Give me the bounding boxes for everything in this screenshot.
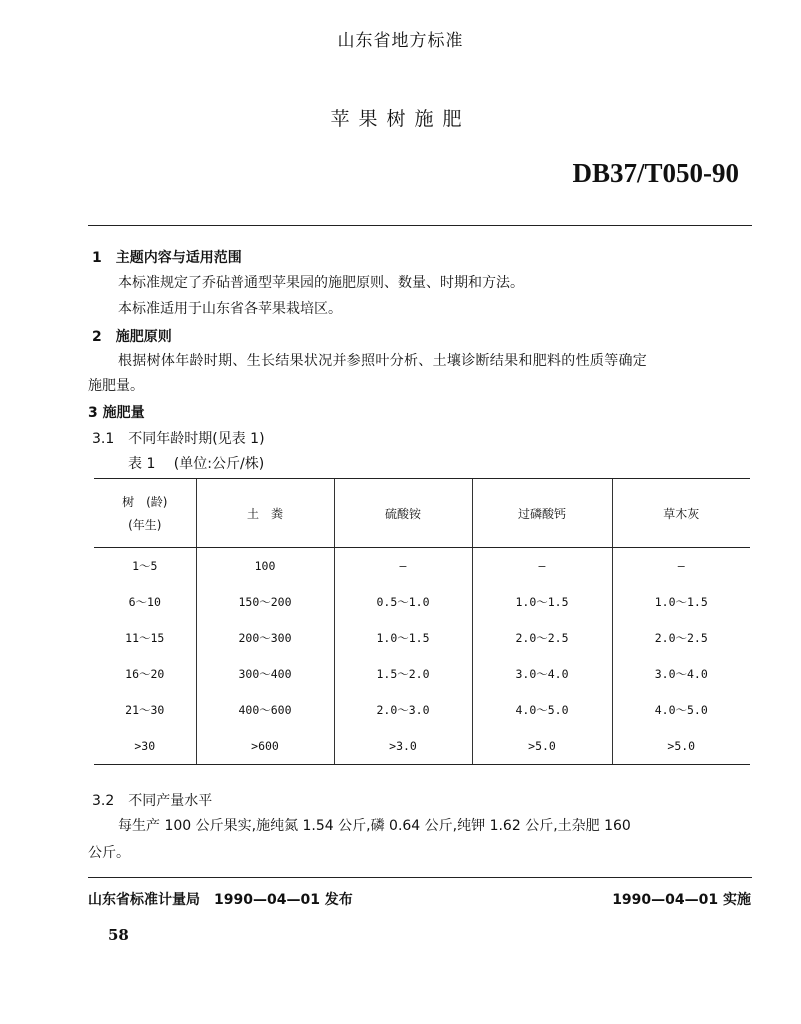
- header-tree-age-line-1: 树 (龄): [122, 495, 168, 509]
- header-tree-age: [94, 479, 196, 548]
- section-2-paragraph-line-2: 施肥量。: [88, 378, 144, 394]
- header-tree-age-line-2: (年生): [128, 518, 162, 532]
- section-3-2-paragraph-line-1: 每生产 100 公斤果实,施纯氮 1.54 公斤,磷 0.64 公斤,纯钾 1.62 公斤,土杂肥 160: [118, 818, 631, 834]
- standard-code: DB37/T050-90: [572, 158, 739, 188]
- cell-plant-ash: 1.0～1.5: [612, 584, 750, 620]
- cell-manure: 100: [196, 548, 334, 585]
- section-2-paragraph-line-1: 根据树体年龄时期、生长结果状况并参照叶分析、土壤诊断结果和肥料的性质等确定: [118, 353, 648, 369]
- cell-superphosphate: >5.0: [472, 728, 612, 765]
- header-plant-ash: 草木灰: [612, 479, 750, 548]
- table-row: [94, 692, 750, 728]
- cell-plant-ash: —: [612, 548, 750, 585]
- section-2-heading: 2 施肥原则: [92, 329, 172, 345]
- cell-manure: 200～300: [196, 620, 334, 656]
- section-1-paragraph-2: 本标准适用于山东省各苹果栽培区。: [118, 301, 342, 317]
- section-1-heading: 1 主题内容与适用范围: [92, 250, 242, 266]
- cell-manure: >600: [196, 728, 334, 765]
- table-header-row: [94, 479, 750, 548]
- cell-manure: 300～400: [196, 656, 334, 692]
- cell-manure: 400～600: [196, 692, 334, 728]
- table-caption: 表 1 (单位:公斤/株): [128, 456, 265, 472]
- section-3-heading: 3 施肥量: [88, 405, 145, 421]
- cell-ammonium-sulfate: 1.5～2.0: [334, 656, 472, 692]
- cell-plant-ash: 3.0～4.0: [612, 656, 750, 692]
- cell-superphosphate: 2.0～2.5: [472, 620, 612, 656]
- cell-age: 6～10: [128, 595, 161, 609]
- cell-age: 21～30: [125, 703, 165, 717]
- cell-age: >30: [94, 728, 196, 765]
- section-3-2-paragraph-line-2: 公斤。: [88, 845, 130, 861]
- cell-plant-ash: 2.0～2.5: [612, 620, 750, 656]
- section-1-paragraph-1: 本标准规定了乔砧普通型苹果园的施肥原则、数量、时期和方法。: [118, 275, 524, 291]
- header-manure: 土 粪: [196, 479, 334, 548]
- cell-ammonium-sulfate: 0.5～1.0: [334, 584, 472, 620]
- cell-plant-ash: 4.0～5.0: [612, 692, 750, 728]
- cell-superphosphate: —: [472, 548, 612, 585]
- cell-age: 11～15: [125, 631, 165, 645]
- header-ammonium-sulfate: 硫酸铵: [334, 479, 472, 548]
- bottom-rule: [88, 877, 752, 878]
- fertilizer-table: [94, 478, 750, 765]
- cell-superphosphate: 1.0～1.5: [472, 584, 612, 620]
- cell-age: 1～5: [132, 559, 158, 573]
- cell-ammonium-sulfate: 2.0～3.0: [334, 692, 472, 728]
- cell-manure: 150～200: [196, 584, 334, 620]
- section-3-1-heading: 3.1 不同年龄时期(见表 1): [92, 431, 265, 447]
- cell-ammonium-sulfate: 1.0～1.5: [334, 620, 472, 656]
- cell-superphosphate: 4.0～5.0: [472, 692, 612, 728]
- cell-ammonium-sulfate: >3.0: [334, 728, 472, 765]
- issuer-line: 山东省标准计量局 1990—04—01 发布: [88, 892, 353, 908]
- document-title: 苹果树施肥: [330, 108, 471, 130]
- header-superphosphate: 过磷酸钙: [472, 479, 612, 548]
- table-row: [94, 728, 750, 765]
- cell-age: 16～20: [125, 667, 165, 681]
- top-rule: [88, 225, 752, 226]
- cell-superphosphate: 3.0～4.0: [472, 656, 612, 692]
- table-row: [94, 548, 750, 585]
- standard-header: 山东省地方标准: [337, 31, 464, 51]
- section-3-2-heading: 3.2 不同产量水平: [92, 793, 213, 809]
- table-row: [94, 656, 750, 692]
- table-row: [94, 584, 750, 620]
- cell-ammonium-sulfate: —: [334, 548, 472, 585]
- cell-plant-ash: >5.0: [612, 728, 750, 765]
- table-row: [94, 620, 750, 656]
- page-number: 58: [108, 926, 129, 944]
- effective-date: 1990—04—01 实施: [612, 892, 751, 908]
